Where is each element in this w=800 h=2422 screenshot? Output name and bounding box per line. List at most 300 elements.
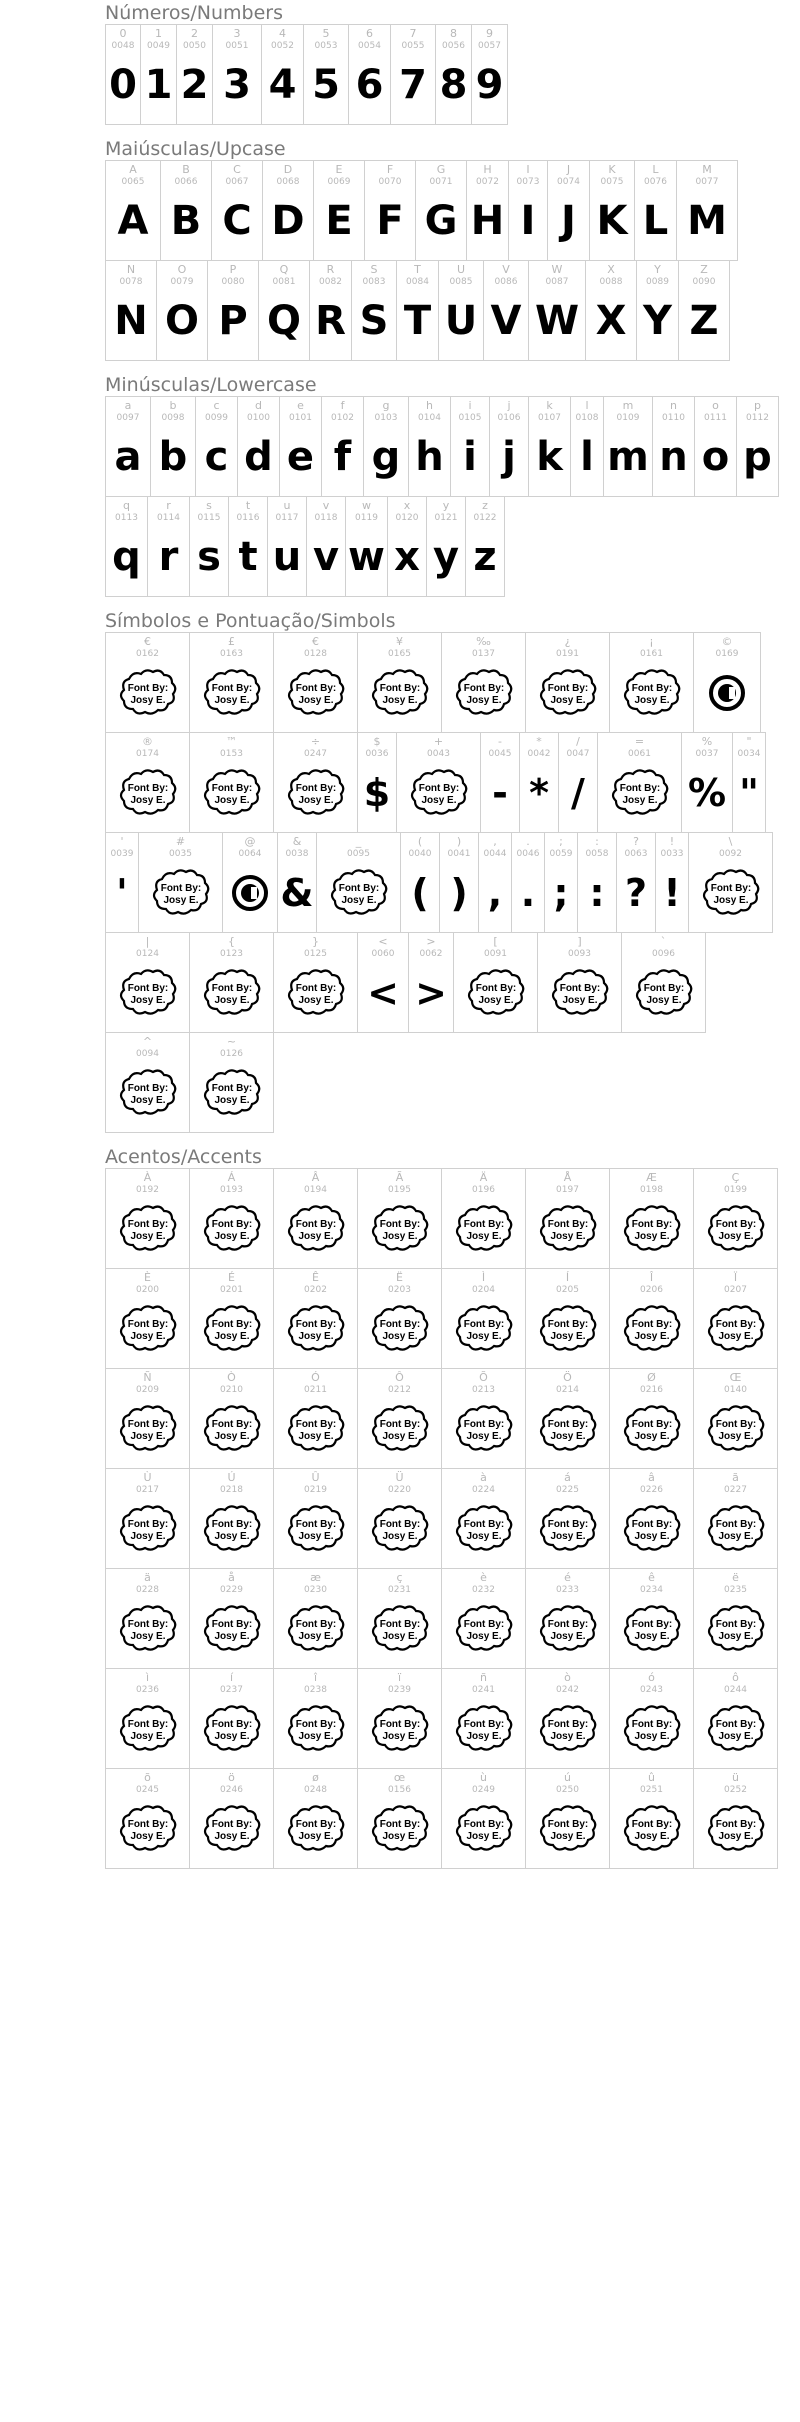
- char-label: e: [297, 399, 304, 412]
- svg-text:Josy E.: Josy E.: [297, 695, 334, 706]
- glyph-sample: ': [116, 871, 128, 915]
- badge-glyph: [119, 1396, 177, 1468]
- glyph-cell: [357, 1368, 442, 1469]
- glyph-cell: [363, 396, 409, 497]
- glyph-cell: [415, 160, 467, 261]
- svg-text:Josy E.: Josy E.: [633, 1431, 670, 1442]
- svg-text:Josy E.: Josy E.: [129, 1631, 166, 1642]
- char-code: 0203: [388, 1285, 411, 1295]
- svg-text:Josy E.: Josy E.: [129, 1731, 166, 1742]
- char-code: 0087: [545, 277, 569, 287]
- svg-text:Font By:: Font By:: [295, 1819, 336, 1830]
- svg-text:Josy E.: Josy E.: [213, 1095, 250, 1106]
- char-label: Õ: [479, 1371, 488, 1384]
- svg-text:Font By:: Font By:: [631, 1419, 672, 1430]
- char-label: ¿: [564, 635, 571, 648]
- char-code: 0074: [557, 177, 580, 187]
- char-code: 0242: [556, 1685, 579, 1695]
- badge-glyph: [539, 1496, 597, 1568]
- font-by-badge-icon: [371, 669, 429, 717]
- glyph-cell: [636, 260, 679, 361]
- svg-text:Font By:: Font By:: [631, 1719, 672, 1730]
- badge-glyph: [623, 1496, 681, 1568]
- char-label: N: [126, 263, 136, 276]
- badge-glyph: [203, 1396, 261, 1468]
- char-code: 0092: [719, 849, 742, 859]
- char-code: 0041: [447, 849, 471, 859]
- glyph-sample: t: [238, 534, 258, 580]
- section-gap: [105, 596, 785, 608]
- font-by-badge-icon: [287, 1705, 345, 1753]
- char-code: 0161: [640, 649, 663, 659]
- glyph-cell: [525, 1268, 610, 1369]
- char-code: 0094: [136, 1049, 159, 1059]
- char-label: Ù: [143, 1471, 152, 1484]
- glyph-sample: >: [415, 971, 447, 1015]
- char-label: i: [468, 399, 472, 412]
- char-label: t: [245, 499, 251, 512]
- glyph-sample: 4: [268, 62, 297, 108]
- badge-glyph: [539, 1296, 597, 1368]
- glyph-sample: E: [325, 198, 353, 244]
- char-label: 9: [486, 27, 493, 40]
- glyph-cell: [273, 1568, 358, 1669]
- glyph-cell: [732, 732, 766, 833]
- char-code: 0212: [388, 1385, 411, 1395]
- svg-text:Font By:: Font By:: [547, 1319, 588, 1330]
- font-by-badge-icon: [539, 1305, 597, 1353]
- char-code: 0211: [304, 1385, 327, 1395]
- glyph-grid: [105, 396, 785, 596]
- section-title: Maiúsculas/Upcase: [105, 138, 286, 160]
- badge-glyph: [203, 760, 261, 832]
- badge-glyph: [707, 1696, 765, 1768]
- char-label: 8: [450, 27, 457, 40]
- glyph-sample: j: [502, 434, 516, 480]
- char-label: W: [551, 263, 563, 276]
- char-label: n: [670, 399, 677, 412]
- glyph-cell: [156, 260, 208, 361]
- at-sign-icon: [230, 860, 270, 932]
- glyph-sample: V: [490, 298, 522, 344]
- badge-glyph: [203, 1060, 261, 1132]
- font-by-badge-icon: [119, 1505, 177, 1553]
- char-label: Ï: [733, 1271, 738, 1284]
- char-label: H: [483, 163, 492, 176]
- font-by-badge-icon: [287, 1405, 345, 1453]
- char-code: 0252: [724, 1785, 747, 1795]
- char-code: 0104: [418, 413, 441, 423]
- svg-text:Josy E.: Josy E.: [717, 1331, 754, 1342]
- glyph-cell: [597, 732, 682, 833]
- char-code: 0058: [585, 849, 609, 859]
- badge-glyph: [371, 1696, 429, 1768]
- glyph-sample: 9: [475, 62, 504, 108]
- char-code: 0115: [197, 513, 221, 523]
- svg-text:Font By:: Font By:: [715, 1419, 756, 1430]
- glyph-cell: [478, 832, 512, 933]
- char-label: ÷: [310, 735, 321, 748]
- badge-glyph: [455, 1596, 513, 1668]
- badge-glyph: [119, 1196, 177, 1268]
- char-code: 0037: [695, 749, 719, 759]
- char-code: 0225: [556, 1485, 579, 1495]
- svg-text:Font By:: Font By:: [211, 1819, 252, 1830]
- font-by-badge-icon: [371, 1705, 429, 1753]
- char-label: Ä: [479, 1171, 488, 1184]
- badge-glyph: [623, 1796, 681, 1868]
- badge-glyph: [287, 660, 345, 732]
- char-label: €: [144, 635, 151, 648]
- svg-text:Font By:: Font By:: [463, 1419, 504, 1430]
- glyph-sample: %: [687, 771, 727, 815]
- glyph-sample: 2: [180, 62, 209, 108]
- char-code: 0153: [220, 749, 243, 759]
- glyph-sample: B: [170, 198, 202, 244]
- svg-text:Josy E.: Josy E.: [213, 695, 250, 706]
- char-label: Æ: [646, 1171, 657, 1184]
- svg-text:Josy E.: Josy E.: [297, 1831, 334, 1842]
- glyph-cell: [609, 1768, 694, 1869]
- font-by-badge-icon: [287, 669, 345, 717]
- svg-text:Font By:: Font By:: [715, 1219, 756, 1230]
- font-by-badge-icon: [707, 1305, 765, 1353]
- font-by-badge-icon: [119, 1605, 177, 1653]
- char-code: 0110: [662, 413, 685, 423]
- char-code: 0036: [365, 749, 389, 759]
- font-by-badge-icon: [287, 769, 345, 817]
- char-label: L: [652, 163, 659, 176]
- glyph-cell: [189, 496, 229, 597]
- glyph-cell: [138, 832, 223, 933]
- char-label: è: [480, 1571, 487, 1584]
- glyph-cell: [547, 160, 590, 261]
- char-label: û: [648, 1771, 655, 1784]
- char-label: 4: [279, 27, 286, 40]
- svg-text:Josy E.: Josy E.: [129, 1431, 166, 1442]
- svg-text:Josy E.: Josy E.: [381, 1431, 418, 1442]
- char-code: 0230: [304, 1585, 327, 1595]
- badge-glyph: [623, 1196, 681, 1268]
- char-label: S: [370, 263, 378, 276]
- glyph-cell: [483, 260, 529, 361]
- char-label: ^: [142, 1035, 153, 1048]
- glyph-sample: ": [739, 771, 759, 815]
- svg-text:Josy E.: Josy E.: [633, 1731, 670, 1742]
- char-code: 0038: [285, 849, 309, 859]
- char-label: ™: [226, 735, 237, 748]
- svg-text:Font By:: Font By:: [295, 1419, 336, 1430]
- glyph-cell: [105, 1168, 190, 1269]
- char-code: 0098: [161, 413, 185, 423]
- char-label: K: [608, 163, 616, 176]
- font-by-badge-icon: [287, 1505, 345, 1553]
- glyph-sample: u: [272, 534, 302, 580]
- glyph-sample: *: [529, 771, 549, 815]
- char-label: \: [728, 835, 733, 848]
- char-code: 0084: [406, 277, 429, 287]
- glyph-cell: [316, 832, 401, 933]
- char-code: 0210: [220, 1385, 243, 1395]
- badge-glyph: [707, 1396, 765, 1468]
- svg-text:Josy E.: Josy E.: [381, 1331, 418, 1342]
- glyph-cell: [105, 932, 190, 1033]
- font-by-badge-icon: [203, 1305, 261, 1353]
- char-label: ®: [142, 735, 153, 748]
- svg-text:Font By:: Font By:: [715, 1619, 756, 1630]
- badge-glyph: [119, 660, 177, 732]
- font-by-badge-icon: [455, 1705, 513, 1753]
- badge-glyph: [623, 1696, 681, 1768]
- glyph-sample: x: [394, 534, 420, 580]
- section-2: [105, 372, 785, 596]
- badge-glyph: [203, 1196, 261, 1268]
- char-code: 0163: [220, 649, 243, 659]
- char-code: 0209: [136, 1385, 159, 1395]
- char-code: 0237: [220, 1685, 243, 1695]
- font-by-badge-icon: [623, 1305, 681, 1353]
- svg-text:Font By:: Font By:: [295, 783, 336, 794]
- char-code: 0233: [556, 1585, 579, 1595]
- svg-text:Josy E.: Josy E.: [465, 1531, 502, 1542]
- char-code: 0064: [238, 849, 262, 859]
- char-code: 0246: [220, 1785, 243, 1795]
- svg-text:Josy E.: Josy E.: [129, 995, 166, 1006]
- glyph-cell: [441, 1368, 526, 1469]
- char-label: 1: [155, 27, 162, 40]
- svg-text:Josy E.: Josy E.: [213, 1731, 250, 1742]
- char-code: 0125: [304, 949, 327, 959]
- char-label: /: [576, 735, 580, 748]
- svg-text:Font By:: Font By:: [379, 683, 420, 694]
- svg-text:Font By:: Font By:: [127, 1719, 168, 1730]
- char-code: 0217: [136, 1485, 159, 1495]
- char-label: ê: [648, 1571, 655, 1584]
- glyph-cell: [693, 632, 761, 733]
- char-label: ‰: [476, 635, 491, 648]
- glyph-cell: [603, 396, 653, 497]
- char-code: 0119: [355, 513, 378, 523]
- svg-text:Josy E.: Josy E.: [213, 1531, 250, 1542]
- char-code: 0072: [476, 177, 499, 187]
- badge-glyph: [707, 1496, 765, 1568]
- svg-text:Josy E.: Josy E.: [561, 995, 598, 1006]
- svg-text:Font By:: Font By:: [211, 1519, 252, 1530]
- badge-glyph: [455, 1196, 513, 1268]
- glyph-sample: ?: [624, 871, 648, 915]
- char-label: C: [233, 163, 241, 176]
- svg-text:Font By:: Font By:: [211, 1619, 252, 1630]
- glyph-cell: [525, 1768, 610, 1869]
- char-code: 0057: [478, 41, 501, 51]
- glyph-grid: [105, 24, 785, 124]
- glyph-sample: N: [114, 298, 148, 344]
- font-by-badge-icon: [539, 1205, 597, 1253]
- badge-glyph: [623, 1596, 681, 1668]
- font-by-badge-icon: [203, 1405, 261, 1453]
- char-code: 0103: [374, 413, 398, 423]
- glyph-cell: [537, 932, 622, 1033]
- badge-glyph: [455, 1496, 513, 1568]
- badge-glyph: [119, 760, 177, 832]
- char-code: 0070: [378, 177, 402, 187]
- badge-glyph: [623, 1396, 681, 1468]
- char-label: Q: [279, 263, 289, 276]
- svg-text:Font By:: Font By:: [379, 1319, 420, 1330]
- char-code: 0071: [429, 177, 453, 187]
- char-label: v: [322, 499, 330, 512]
- svg-text:Font By:: Font By:: [379, 1219, 420, 1230]
- char-label: ': [120, 835, 124, 848]
- badge-glyph: [455, 1396, 513, 1468]
- char-label: ò: [564, 1671, 571, 1684]
- glyph-sample: G: [424, 198, 458, 244]
- glyph-cell: [435, 24, 472, 125]
- glyph-cell: [465, 496, 505, 597]
- char-label: ø: [312, 1771, 319, 1784]
- svg-text:Josy E.: Josy E.: [465, 1831, 502, 1842]
- badge-glyph: [371, 1596, 429, 1668]
- char-code: 0192: [136, 1185, 159, 1195]
- char-label: f: [340, 399, 345, 412]
- glyph-cell: [693, 1568, 778, 1669]
- char-code: 0224: [472, 1485, 495, 1495]
- svg-text:Font By:: Font By:: [211, 1083, 252, 1094]
- glyph-cell: [309, 260, 352, 361]
- glyph-cell: [277, 832, 317, 933]
- char-label: z: [482, 499, 488, 512]
- char-code: 0228: [136, 1585, 159, 1595]
- font-by-badge-icon: [539, 1505, 597, 1553]
- char-code: 0231: [388, 1585, 411, 1595]
- glyph-cell: [348, 24, 391, 125]
- svg-text:Font By:: Font By:: [127, 1319, 168, 1330]
- section-gap: [105, 360, 785, 372]
- badge-glyph: [539, 1796, 597, 1868]
- glyph-sample: 3: [223, 62, 251, 108]
- svg-text:Josy E.: Josy E.: [717, 1431, 754, 1442]
- glyph-cell: [441, 632, 526, 733]
- svg-text:Font By:: Font By:: [211, 1719, 252, 1730]
- font-by-badge-icon: [455, 1405, 513, 1453]
- badge-glyph: [371, 1496, 429, 1568]
- char-code: 0111: [704, 413, 727, 423]
- svg-text:Josy E.: Josy E.: [420, 795, 457, 806]
- badge-glyph: [371, 1796, 429, 1868]
- char-code: 0193: [220, 1185, 243, 1195]
- glyph-sample: $: [363, 771, 391, 815]
- char-label: Í: [565, 1271, 570, 1284]
- char-code: 0065: [121, 177, 145, 187]
- char-code: 0243: [640, 1685, 663, 1695]
- svg-text:Font By:: Font By:: [127, 783, 168, 794]
- glyph-cell: [189, 1268, 274, 1369]
- char-code: 0079: [170, 277, 194, 287]
- glyph-cell: [688, 832, 773, 933]
- svg-text:Josy E.: Josy E.: [717, 1731, 754, 1742]
- svg-text:Josy E.: Josy E.: [633, 1231, 670, 1242]
- font-by-badge-icon: [203, 1205, 261, 1253]
- char-label: X: [607, 263, 615, 276]
- char-code: 0199: [724, 1185, 747, 1195]
- glyph-cell: [105, 496, 148, 597]
- font-by-badge-icon: [119, 1705, 177, 1753]
- char-label: <: [378, 935, 388, 948]
- char-code: 0220: [388, 1485, 411, 1495]
- charmap-page: [105, 0, 785, 1880]
- char-code: 0081: [272, 277, 296, 287]
- glyph-cell: [441, 1468, 526, 1569]
- glyph-sample: T: [403, 298, 432, 344]
- svg-text:Josy E.: Josy E.: [717, 1231, 754, 1242]
- font-by-badge-icon: [203, 1505, 261, 1553]
- char-label: õ: [144, 1771, 151, 1784]
- badge-glyph: [119, 1060, 177, 1132]
- glyph-cell: [357, 932, 409, 1033]
- svg-text:Josy E.: Josy E.: [129, 695, 166, 706]
- glyph-cell: [693, 1368, 778, 1469]
- badge-glyph: [119, 1596, 177, 1668]
- font-by-badge-icon: [371, 1305, 429, 1353]
- char-label: Ç: [731, 1171, 740, 1184]
- char-label: æ: [310, 1571, 321, 1584]
- glyph-cell: [357, 1268, 442, 1369]
- char-code: 0174: [136, 749, 159, 759]
- font-by-badge-icon: [410, 769, 468, 817]
- glyph-sample: (: [411, 871, 429, 915]
- char-label: Ì: [481, 1271, 486, 1284]
- glyph-cell: [544, 832, 578, 933]
- badge-glyph: [287, 1796, 345, 1868]
- glyph-sample: Q: [266, 298, 301, 344]
- char-code: 0239: [388, 1685, 411, 1695]
- char-code: 0165: [388, 649, 411, 659]
- glyph-sample: r: [158, 534, 179, 580]
- font-by-badge-icon: [119, 1805, 177, 1853]
- glyph-sample: R: [315, 298, 346, 344]
- char-label: w: [362, 499, 371, 512]
- badge-glyph: [119, 1796, 177, 1868]
- char-label: Û: [311, 1471, 320, 1484]
- svg-text:Josy E.: Josy E.: [297, 995, 334, 1006]
- glyph-cell: [438, 260, 484, 361]
- char-label: ?: [633, 835, 639, 848]
- char-label: 5: [322, 27, 330, 40]
- glyph-sample: 6: [355, 62, 384, 108]
- font-by-badge-icon: [623, 1805, 681, 1853]
- char-label: ù: [480, 1771, 487, 1784]
- glyph-cell: [105, 1768, 190, 1869]
- char-label: À: [143, 1171, 152, 1184]
- svg-text:Josy E.: Josy E.: [633, 1331, 670, 1342]
- char-label: 0: [119, 27, 127, 40]
- glyph-sample: A: [117, 198, 149, 244]
- font-by-badge-icon: [707, 1405, 765, 1453]
- char-label: b: [169, 399, 177, 412]
- svg-text:Josy E.: Josy E.: [465, 1631, 502, 1642]
- char-label: y: [442, 499, 450, 512]
- svg-text:Font By:: Font By:: [715, 1819, 756, 1830]
- badge-glyph: [623, 660, 681, 732]
- char-label: ü: [732, 1771, 739, 1784]
- char-code: 0124: [136, 949, 159, 959]
- svg-text:Font By:: Font By:: [547, 1619, 588, 1630]
- char-code: 0113: [115, 513, 138, 523]
- svg-text:Font By:: Font By:: [547, 683, 588, 694]
- font-by-badge-icon: [330, 869, 388, 917]
- badge-glyph: [152, 860, 210, 932]
- font-by-badge-icon: [119, 1305, 177, 1353]
